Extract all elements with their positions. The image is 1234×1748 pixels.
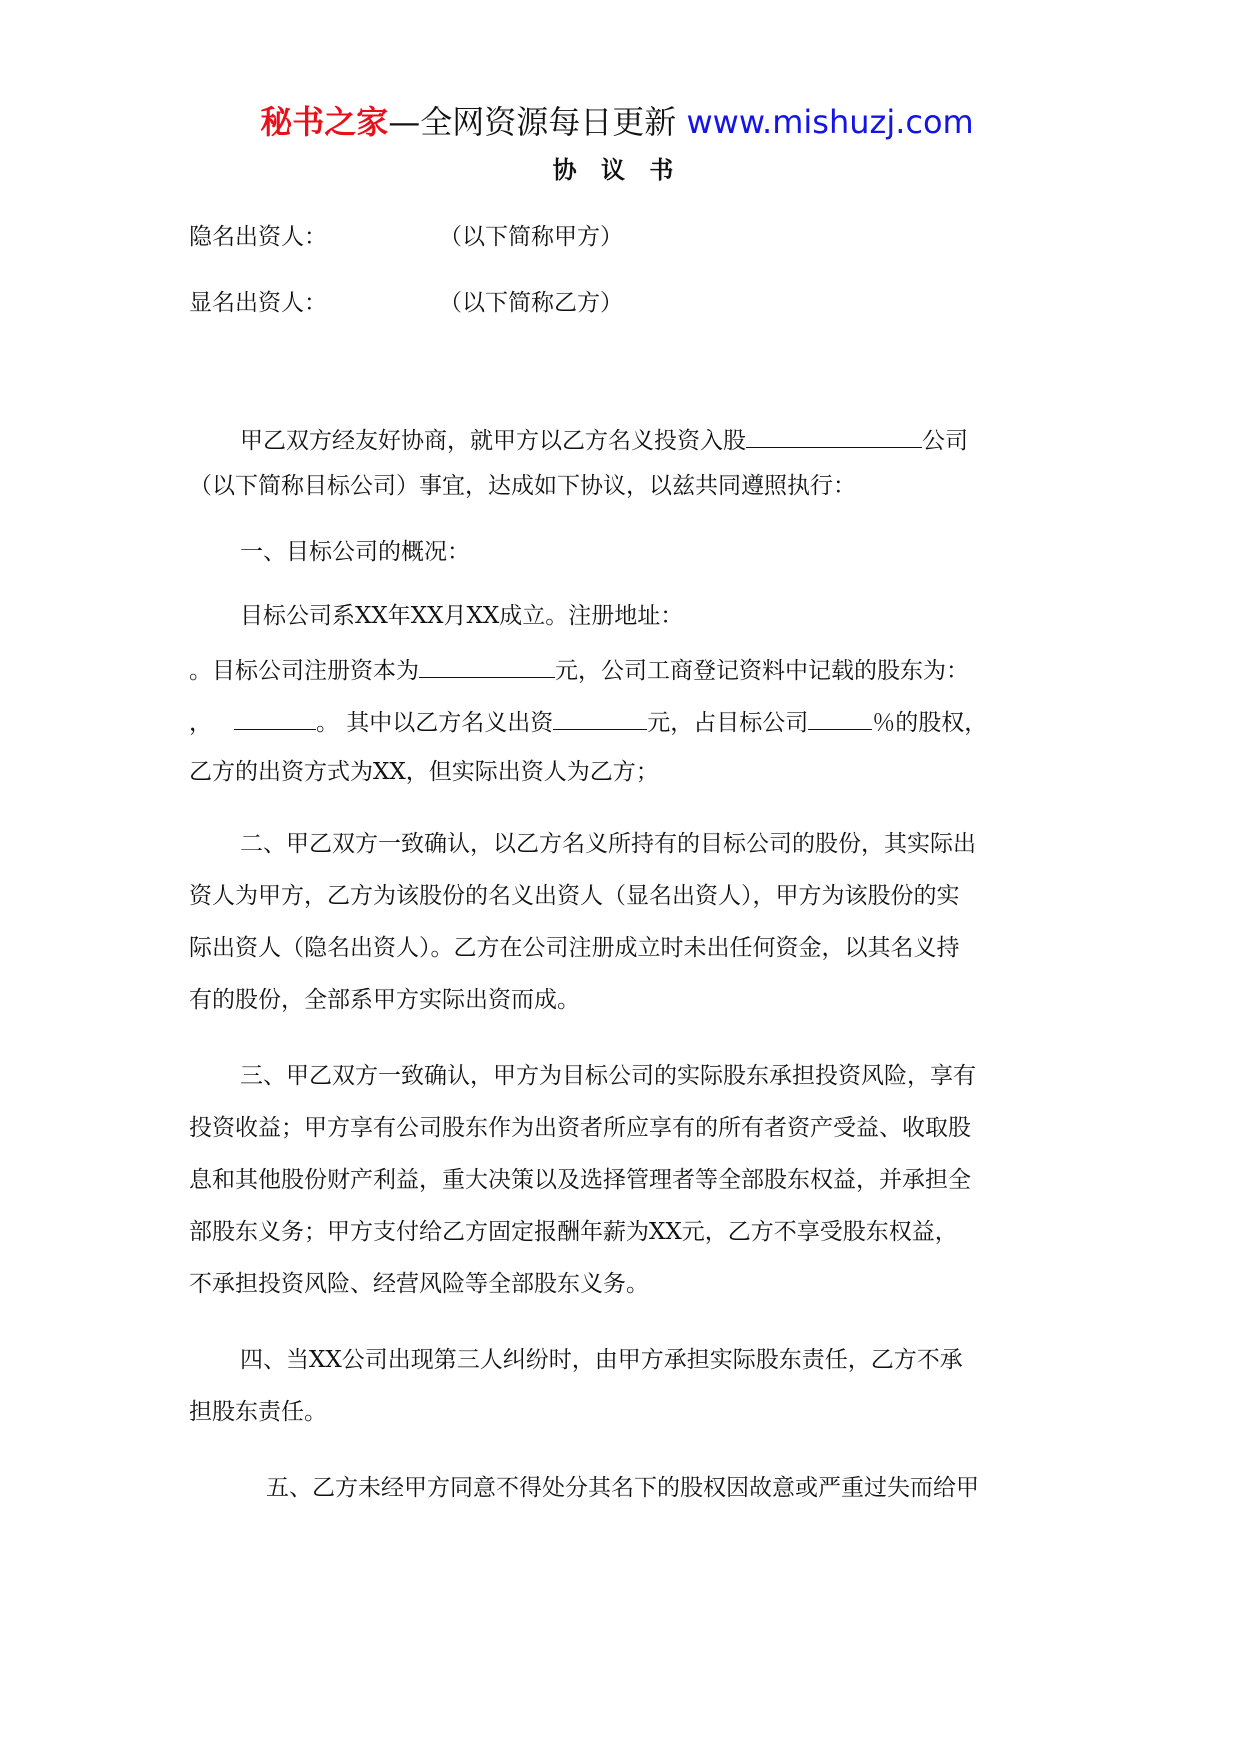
brand-name: 秘书之家	[260, 103, 389, 141]
slogan: —全网资源每日更新	[388, 103, 677, 141]
party-a-label: 隐名出资人：	[189, 224, 327, 250]
clause-1-spread-word: XX	[355, 603, 388, 629]
clause-3-line: 息和其他股份财产利益，重大决策以及选择管理者等全部股东权益，并承担全	[189, 1167, 971, 1193]
party-a-line	[189, 221, 623, 253]
para-gap	[189, 1427, 1044, 1473]
para-gap	[189, 567, 1044, 601]
clause-1-line-2-text: 。目标公司注册资本为	[189, 658, 419, 684]
clause-1-line-3-text-2: 元，占目标公司	[647, 710, 809, 736]
clause-1-spread-word: 年	[387, 603, 411, 629]
clause-1-line-3	[189, 705, 1044, 735]
line-gap	[189, 453, 1044, 471]
clause-1-spread-word: 册	[591, 603, 615, 629]
line-gap	[189, 859, 1044, 881]
clause-1-spread-word: XX	[466, 603, 500, 629]
clause-4-line: 四、当XX公司出现第三人纠纷时，由甲方承担实际股东责任，乙方不承	[240, 1347, 963, 1373]
para-gap	[189, 501, 1044, 537]
clause-3	[189, 1061, 1044, 1299]
contribution-amount-blank	[553, 705, 647, 730]
clause-1-spread-word: 目	[240, 603, 263, 629]
line-gap	[189, 735, 1044, 757]
para-gap	[189, 787, 1044, 829]
line-gap	[189, 1143, 1044, 1165]
clause-1-line-2	[189, 653, 1044, 683]
clause-1-line-4: 乙方的出资方式为XX，但实际出资人为乙方；	[189, 759, 659, 785]
clause-1-line-3-text-3: ％的股权，	[872, 710, 988, 736]
clause-1-line-3-text: 。 其中以乙方名义出资	[315, 710, 554, 736]
intro-line-1-suffix: 公司	[922, 428, 968, 454]
clause-1-spread-word: 系	[332, 603, 355, 629]
line-gap	[189, 1375, 1044, 1397]
para-gap	[189, 1299, 1044, 1345]
document-title: 协 议 书	[552, 155, 682, 184]
clause-1-spread-word: 地	[614, 603, 638, 629]
line-gap	[189, 631, 1044, 653]
clause-1-line-2-suffix: 元，公司工商登记资料中记载的股东为：	[555, 658, 969, 684]
party-b-label: 显名出资人：	[189, 290, 327, 316]
agreement-body	[189, 423, 1044, 1503]
clause-1-spread-word: 成	[499, 603, 523, 629]
company-name-blank	[746, 423, 922, 448]
clause-3-line: 部股东义务；甲方支付给乙方固定报酬年薪为XX元，乙方不享受股东权益，	[189, 1219, 958, 1245]
line-gap	[189, 1247, 1044, 1269]
party-b-line	[189, 287, 623, 319]
line-gap	[189, 683, 1044, 705]
clause-1-line-3-comma: ，	[189, 710, 212, 736]
line-gap	[189, 1195, 1044, 1217]
clause-3-line: 投资收益；甲方享有公司股东作为出资者所应享有的所有者资产受益、收取股	[189, 1115, 971, 1141]
party-b-note: （以下简称乙方）	[439, 290, 623, 316]
intro-line-2: （以下简称目标公司）事宜，达成如下协议，以兹共同遵照执行：	[189, 473, 856, 499]
clause-1-spread-word: 司	[309, 603, 332, 629]
clause-3-line: 三、甲乙双方一致确认，甲方为目标公司的实际股东承担投资风险，享有	[240, 1063, 976, 1089]
line-gap	[189, 963, 1044, 985]
clause-3-line: 不承担投资风险、经营风险等全部股东义务。	[189, 1271, 649, 1297]
para-gap	[189, 1015, 1044, 1061]
registered-capital-blank	[419, 653, 555, 678]
clause-1-spread-word: 立	[522, 603, 546, 629]
clause-1-spread-word: 月	[443, 603, 467, 629]
line-gap	[189, 911, 1044, 933]
clause-1-line-1	[189, 601, 1044, 631]
clause-2-line: 二、甲乙双方一致确认，以乙方名义所持有的目标公司的股份，其实际出	[240, 831, 976, 857]
clause-2-line: 资人为甲方，乙方为该股份的名义出资人（显名出资人），甲方为该股份的实	[189, 883, 960, 909]
intro-line-1	[189, 423, 1044, 453]
clause-1-spread-word: 址	[637, 603, 661, 629]
clause-1	[189, 537, 1044, 787]
clause-4-line: 担股东责任。	[189, 1399, 327, 1425]
site-url-link[interactable]: www.mishuzj.com	[686, 103, 974, 141]
clause-2-line: 际出资人（隐名出资人）。乙方在公司注册成立时未出任何资金，以其名义持	[189, 935, 960, 961]
clause-2	[189, 829, 1044, 1015]
clause-1-spread-word: 标	[263, 603, 286, 629]
clause-1-heading: 一、目标公司的概况：	[240, 539, 470, 565]
shareholder-blank	[234, 705, 316, 730]
clause-4	[189, 1345, 1044, 1427]
equity-percent-blank	[808, 705, 872, 730]
clause-1-spread-word: ：	[660, 603, 684, 629]
header-banner	[0, 100, 1234, 144]
intro-paragraph	[189, 423, 1044, 501]
clause-2-line: 有的股份，全部系甲方实际出资而成。	[189, 987, 580, 1013]
clause-5-line: 五、乙方未经甲方同意不得处分其名下的股权因故意或严重过失而给甲	[266, 1475, 979, 1501]
clause-1-spread-word: XX	[410, 603, 444, 629]
clause-1-spread-word: 注	[568, 603, 592, 629]
line-gap	[189, 1091, 1044, 1113]
clause-5	[189, 1473, 1044, 1503]
clause-1-spread-word: 公	[286, 603, 309, 629]
clause-1-spread-word: 。	[545, 603, 569, 629]
party-a-note: （以下简称甲方）	[439, 224, 623, 250]
intro-line-1-text: 甲乙双方经友好协商，就甲方以乙方名义投资入股	[240, 428, 746, 454]
